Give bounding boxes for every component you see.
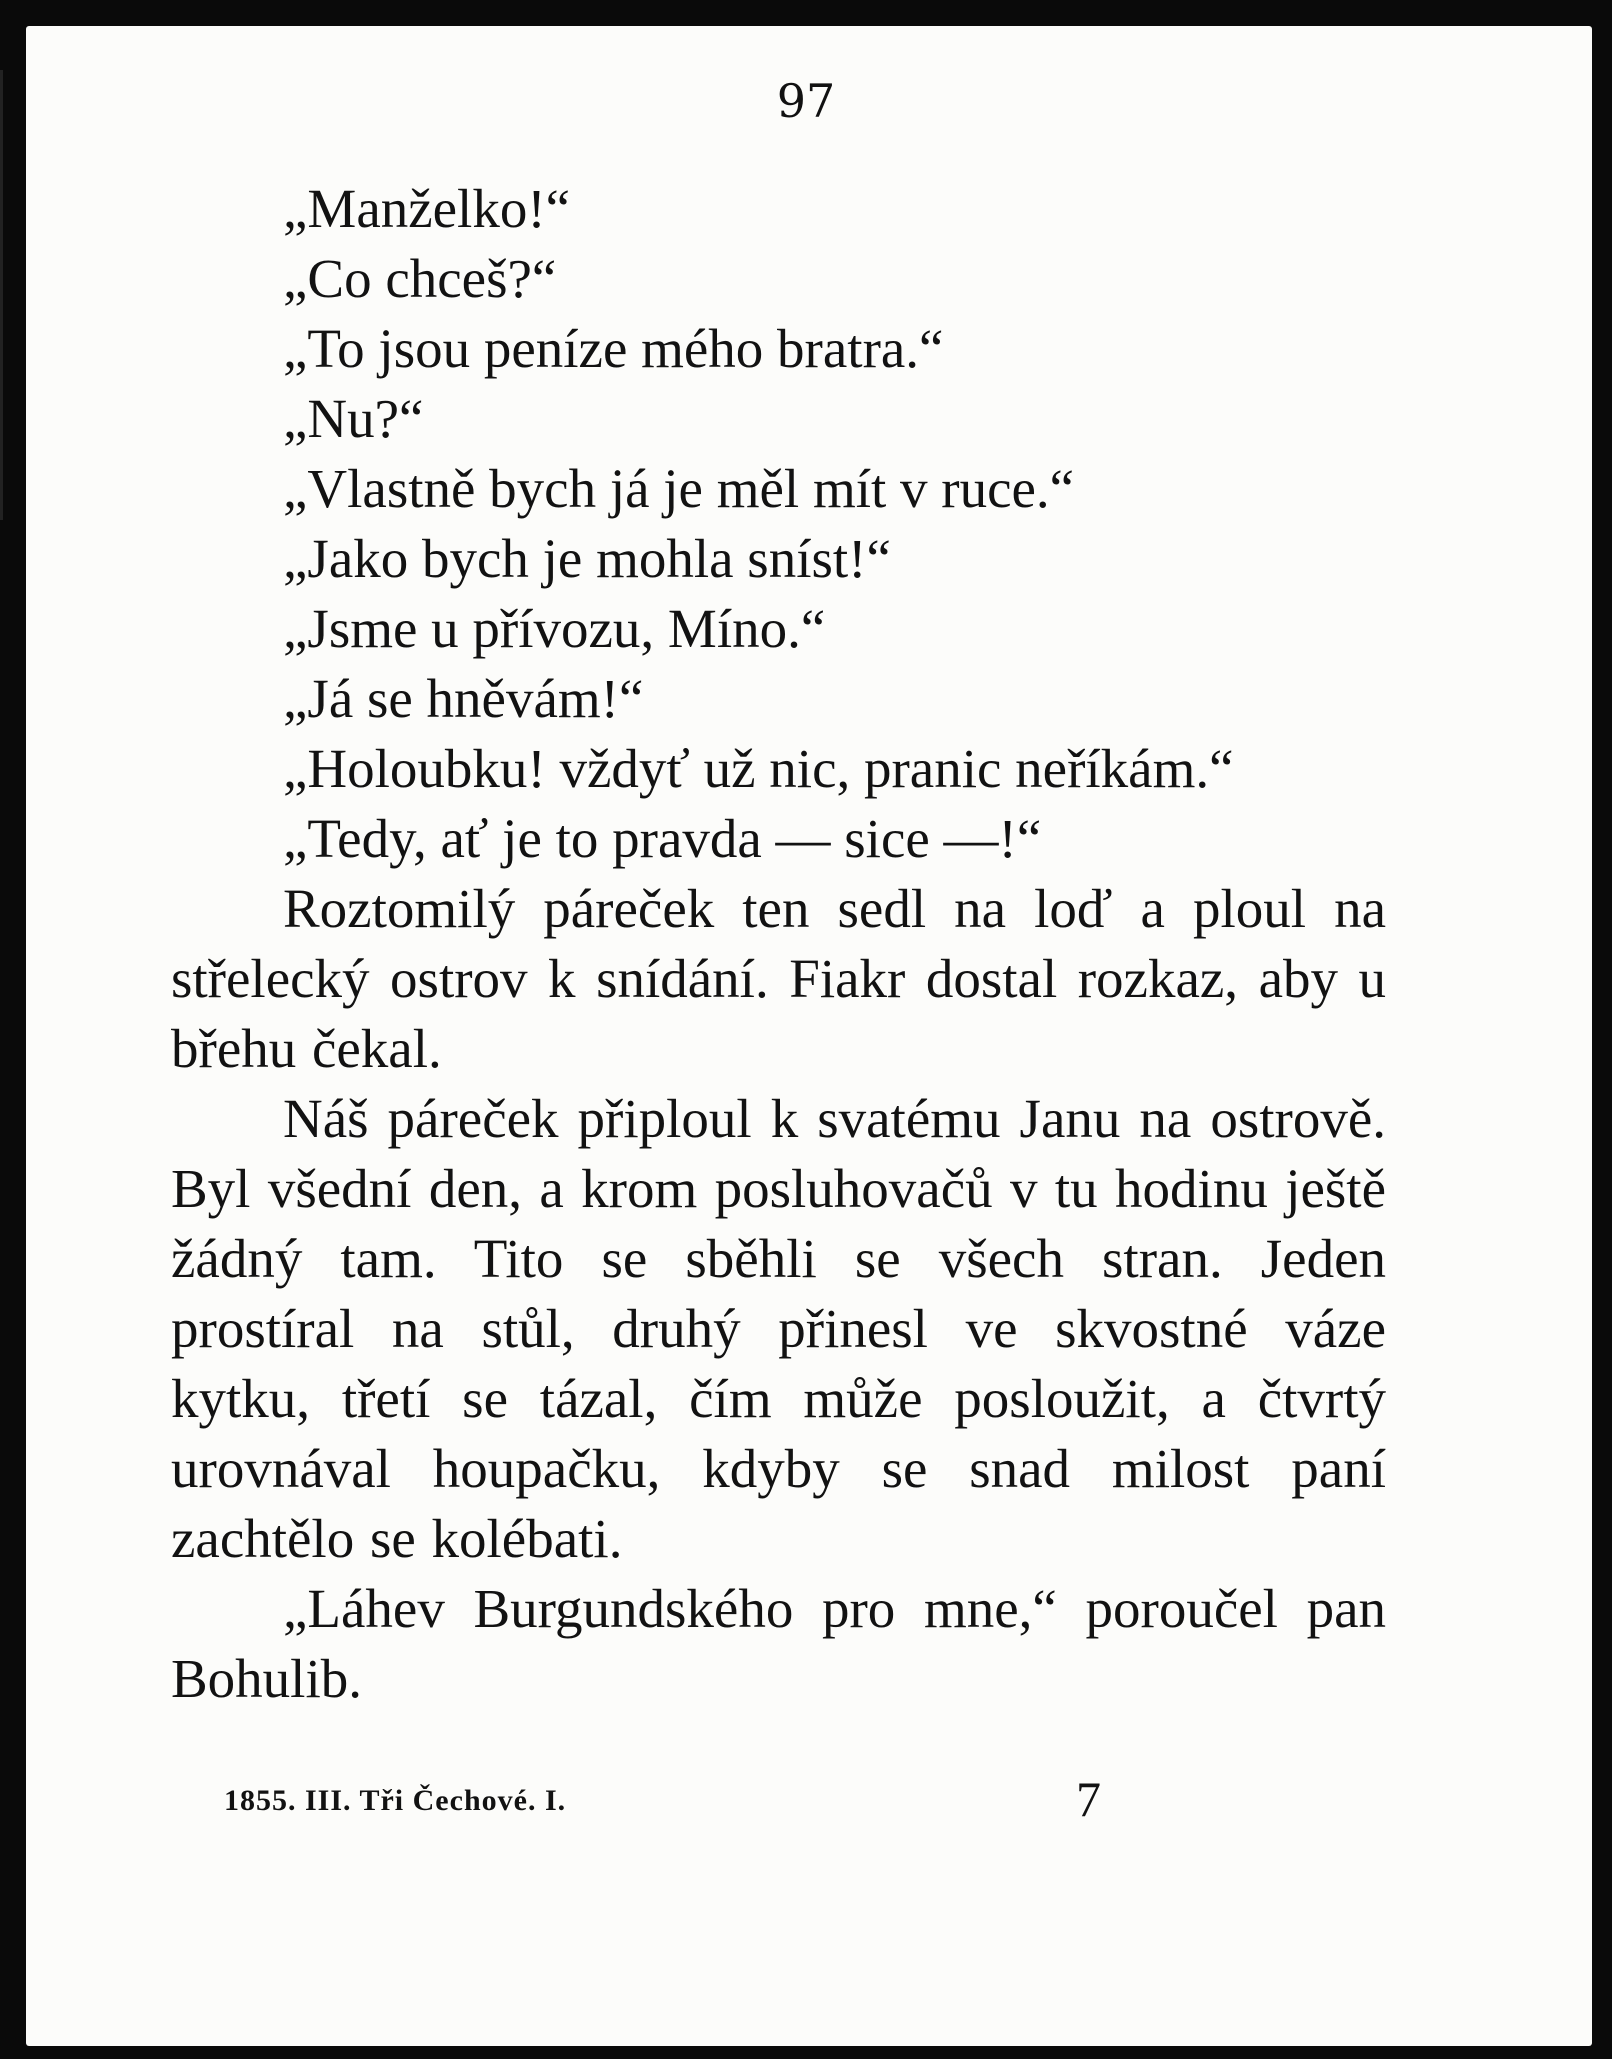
dialogue-line: „Nu?“ — [283, 388, 424, 449]
sheet-number: 7 — [1076, 1771, 1101, 1827]
page-number: 97 — [776, 74, 836, 128]
dialogue-line: „Co chceš?“ — [283, 248, 557, 309]
dialogue-line: „Jsme u přívozu, Míno.“ — [283, 598, 826, 659]
dialogue-line: „Tedy, ať je to pravda — sice —!“ — [283, 808, 1042, 869]
paragraph: „Láhev Burgundského pro mne,“ poroučel pan Bohulib. — [171, 1578, 1386, 1709]
dialogue-line: „Holoubku! vždyť už nic, pranic neříkám.“ — [283, 738, 1234, 799]
scan-edge-mark — [0, 70, 3, 520]
page-text — [171, 174, 1386, 1714]
dialogue-line: „Manželko!“ — [283, 178, 571, 239]
paragraph: Roztomilý páreček ten sedl na loď a ploul na střelecký ostrov k snídání. Fiakr dostal rozkaz, aby u břehu čekal. — [171, 878, 1386, 1079]
book-page — [26, 26, 1592, 2046]
dialogue-line: „To jsou peníze mého bratra.“ — [283, 318, 944, 379]
paragraph: Náš páreček připloul k svatému Janu na ostrově. Byl všední den, a krom posluhovačů v tu hodinu ještě žádný tam. Tito se sběhli se všech stran. Jeden prostíral na stůl, druhý přinesl ve skvostné váze kytku, třetí se tázal, čím může posloužit, a čtvrtý urovnával houpačku, kdyby se snad milost paní zachtělo se kolébati. — [171, 1088, 1386, 1569]
printer-signature: 1855. III. Tři Čechové. I. — [224, 1784, 567, 1817]
dialogue-line: „Vlastně bych já je měl mít v ruce.“ — [283, 458, 1075, 519]
dialogue-line: „Jako bych je mohla sníst!“ — [283, 528, 891, 589]
dialogue-line: „Já se hněvám!“ — [283, 668, 644, 729]
